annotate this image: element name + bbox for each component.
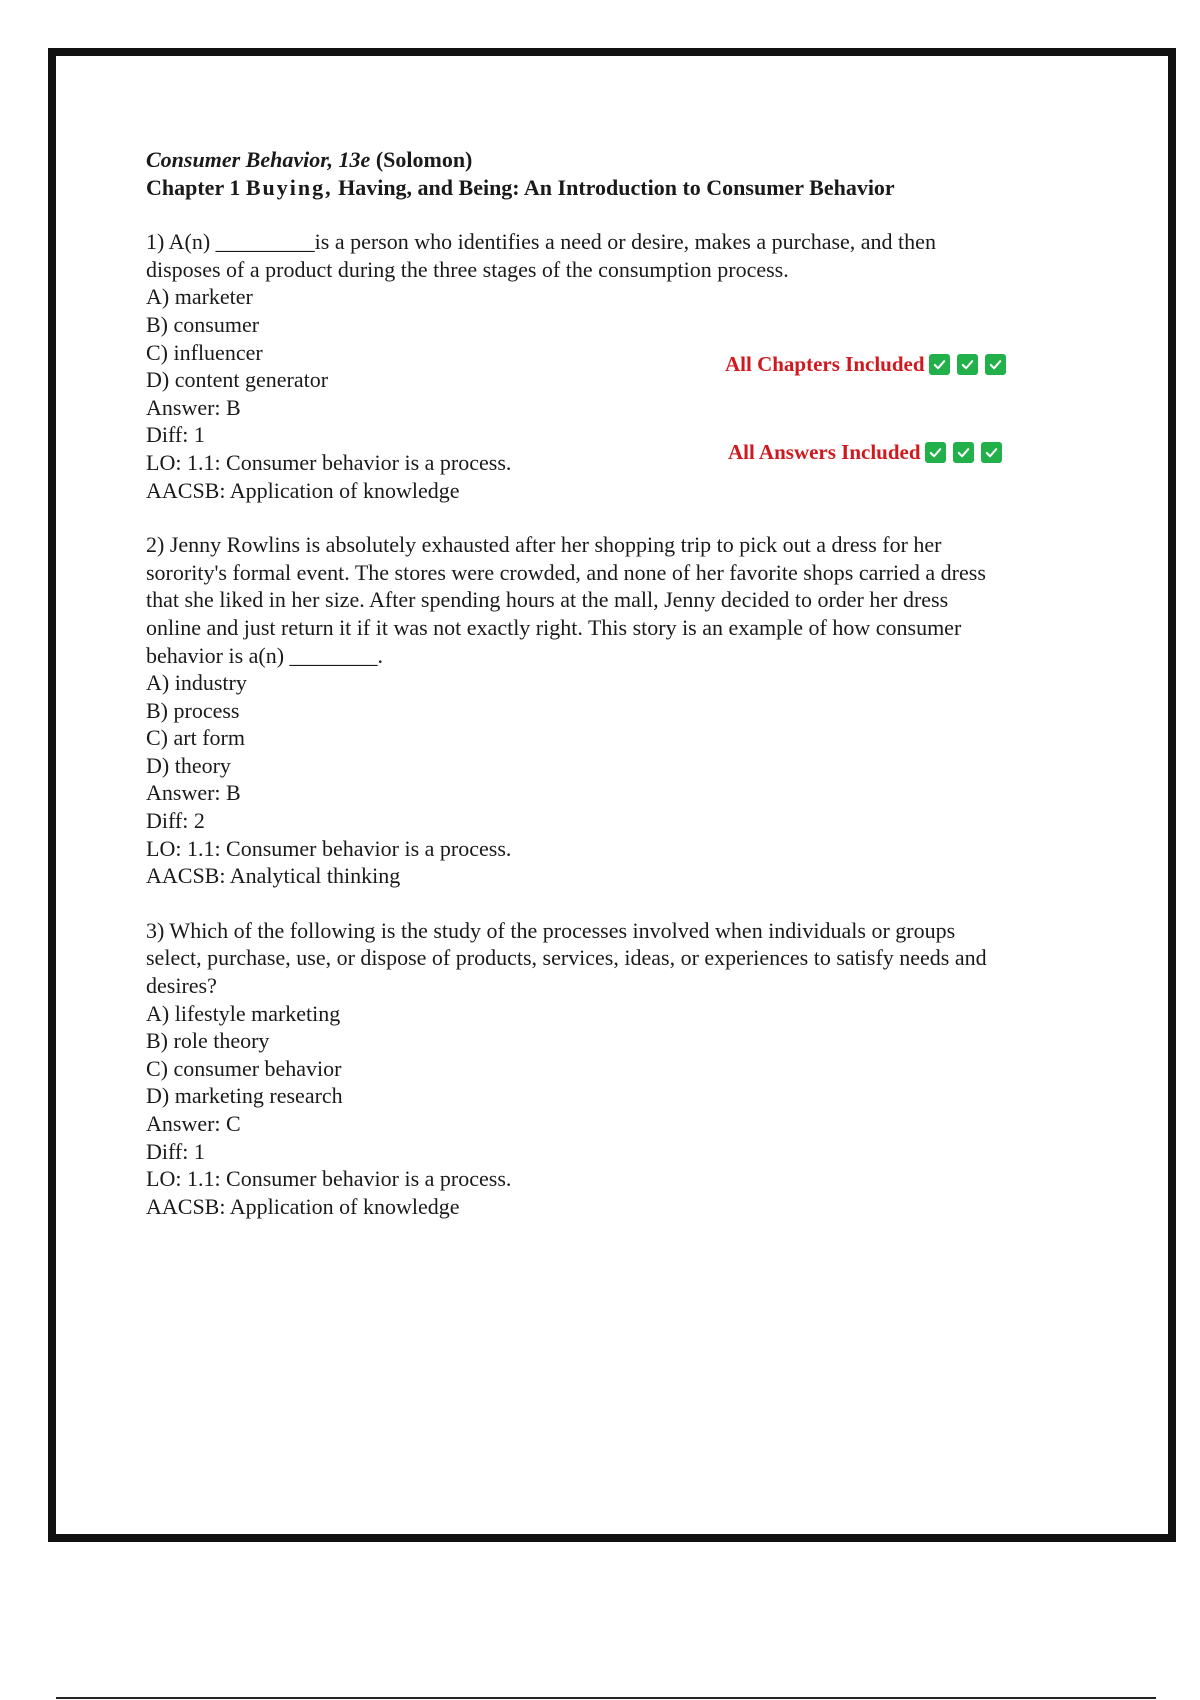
book-title-line (146, 146, 1086, 174)
check-icon (957, 354, 978, 375)
option-a: A) marketer (146, 284, 253, 310)
chapter-title: Having, and Being: An Introduction to Consumer Behavior (338, 174, 895, 200)
question-text-line: desires? (146, 973, 217, 999)
document-content (146, 146, 1086, 1220)
chapter-first-word: Buying, (245, 174, 333, 200)
all-chapters-badge (725, 352, 1006, 377)
difficulty: Diff: 2 (146, 808, 205, 834)
difficulty: Diff: 1 (146, 422, 205, 448)
chapter-label: Chapter 1 (146, 174, 241, 200)
check-icon (925, 442, 946, 463)
all-answers-badge (728, 440, 1002, 465)
question-text-line: sorority's formal event. The stores were crowded, and none of her favorite shops carried a dress (146, 559, 986, 585)
option-d: D) content generator (146, 367, 329, 393)
all-chapters-label: All Chapters Included (725, 352, 925, 376)
question-text-line: select, purchase, use, or dispose of products, services, ideas, or experiences to satisfy needs and (146, 945, 987, 971)
answer: Answer: B (146, 780, 241, 806)
check-icon (985, 354, 1006, 375)
all-answers-label: All Answers Included (728, 440, 921, 464)
answer: Answer: B (146, 394, 241, 420)
check-icon (981, 442, 1002, 463)
option-b: B) role theory (146, 1028, 270, 1054)
option-b: B) process (146, 697, 240, 723)
question-text-line: 3) Which of the following is the study of the processes involved when individuals or groups (146, 917, 956, 943)
learning-objective: LO: 1.1: Consumer behavior is a process. (146, 835, 512, 861)
answer: Answer: C (146, 1111, 241, 1136)
option-a: A) lifestyle marketing (146, 1000, 341, 1026)
difficulty: Diff: 1 (146, 1138, 205, 1164)
bottom-divider (56, 1697, 1156, 1699)
question-text-line: 1) A(n) _________is a person who identifies a need or desire, makes a purchase, and then (146, 229, 936, 255)
question-text-line: behavior is a(n) ________. (146, 642, 384, 668)
chapter-heading (146, 174, 1086, 202)
option-d: D) marketing research (146, 1083, 343, 1109)
question-text-line: 2) Jenny Rowlins is absolutely exhausted after her shopping trip to pick out a dress for her (146, 532, 942, 558)
check-icon (953, 442, 974, 463)
option-c: C) art form (146, 725, 245, 751)
option-d: D) theory (146, 752, 231, 778)
option-c: C) influencer (146, 339, 263, 365)
question-text-line: disposes of a product during the three stages of the consumption process. (146, 256, 789, 282)
option-a: A) industry (146, 670, 247, 696)
aacsb: AACSB: Application of knowledge (146, 1193, 460, 1219)
question-text-line: online and just return it if it was not exactly right. This story is an example of how consumer (146, 614, 962, 640)
option-b: B) consumer (146, 311, 260, 337)
question-3 (146, 917, 1086, 1221)
book-title: Consumer Behavior, 13e (146, 147, 371, 172)
aacsb: AACSB: Analytical thinking (146, 863, 401, 889)
option-c: C) consumer behavior (146, 1055, 342, 1081)
question-text-line: that she liked in her size. After spending hours at the mall, Jenny decided to order her dress (146, 587, 949, 613)
book-author: (Solomon) (375, 147, 473, 172)
learning-objective: LO: 1.1: Consumer behavior is a process. (146, 1166, 512, 1192)
check-icon (929, 354, 950, 375)
aacsb: AACSB: Application of knowledge (146, 477, 460, 503)
learning-objective: LO: 1.1: Consumer behavior is a process. (146, 449, 512, 475)
question-2 (146, 531, 1086, 890)
